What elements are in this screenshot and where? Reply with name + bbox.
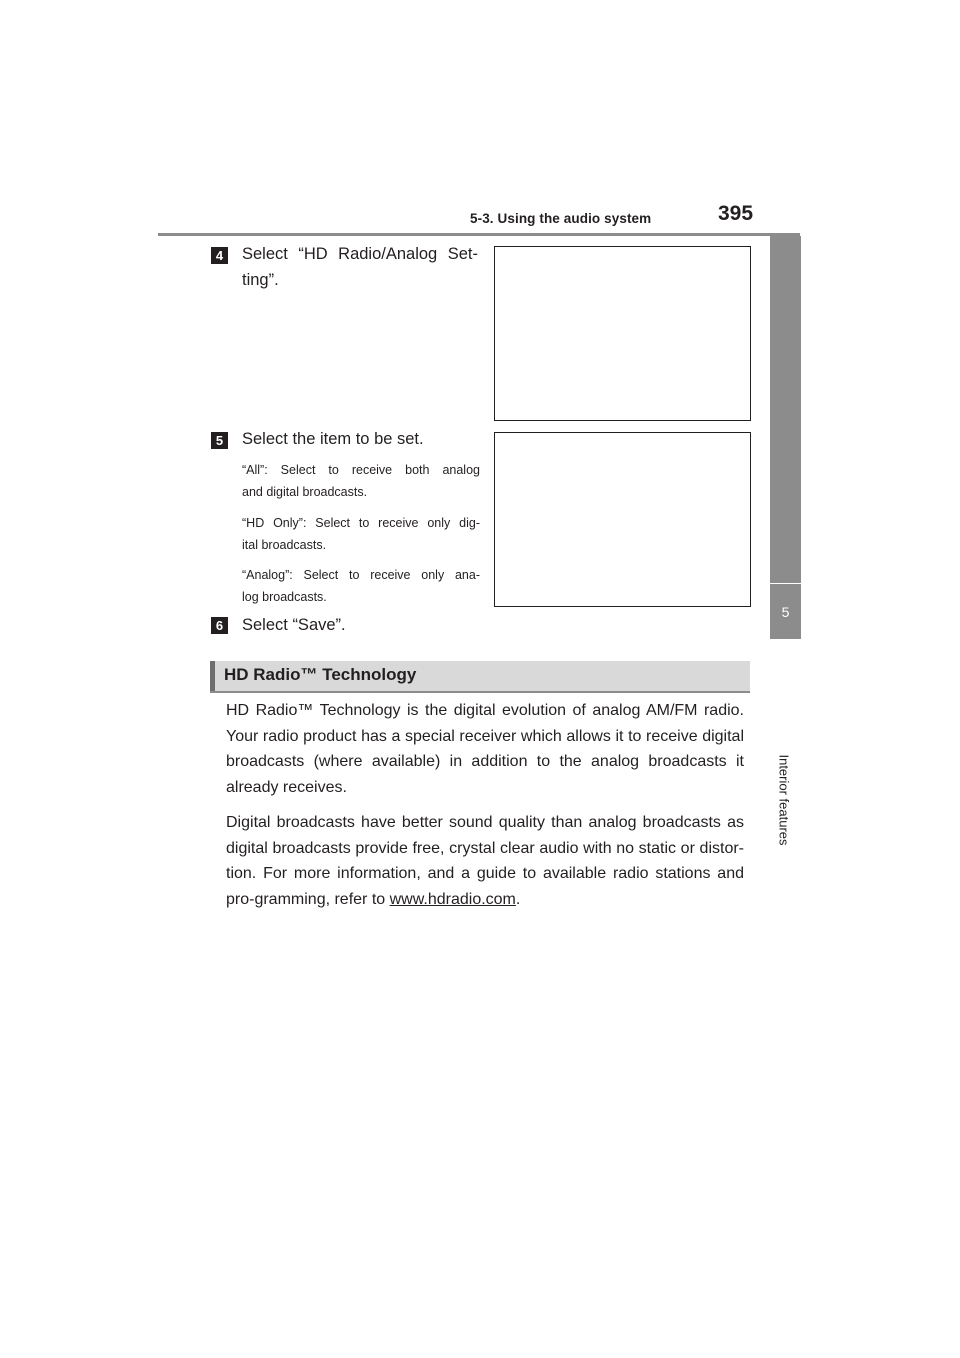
step-number-4: 4 xyxy=(211,247,228,264)
paragraph-2-end: . xyxy=(515,890,521,908)
screen-image-hd-radio-analog-setting xyxy=(494,246,751,421)
header-rule xyxy=(158,233,800,236)
step-4-line-1: Select “HD Radio/Analog Set- xyxy=(242,245,478,263)
section-body xyxy=(226,698,744,922)
chapter-title-container xyxy=(764,740,804,860)
chapter-tab xyxy=(770,584,801,639)
option-all-line-2: and digital broadcasts. xyxy=(242,485,368,499)
chapter-title: Interior features xyxy=(776,754,792,846)
section-heading-rule xyxy=(210,691,750,693)
section-heading-bar xyxy=(210,661,750,691)
option-hd-only xyxy=(242,512,480,556)
step-5-text: Select the item to be set. xyxy=(242,430,424,448)
option-hd-only-line-1: “HD Only”: Select to receive only dig- xyxy=(242,516,480,530)
section-title: HD Radio™ Technology xyxy=(224,665,417,684)
section-header: 5-3. Using the audio system xyxy=(470,211,652,226)
hdradio-link[interactable]: www.hdradio.com xyxy=(389,890,516,908)
chapter-number: 5 xyxy=(781,603,790,620)
option-analog-line-1: “Analog”: Select to receive only ana- xyxy=(242,568,480,582)
paragraph-1: HD Radio™ Technology is the digital evolution of analog AM/FM radio. Your radio product has a special receiver which allows it to receive digital broadcasts (where available) in addition to the analog broadcasts it already receives. xyxy=(226,702,744,796)
step-number-5: 5 xyxy=(211,432,228,449)
step-6-text: Select “Save”. xyxy=(242,616,346,634)
option-analog xyxy=(242,564,480,608)
step-number-6: 6 xyxy=(211,617,228,634)
section-heading-accent xyxy=(210,661,215,691)
option-all xyxy=(242,459,480,503)
paragraph-2-text: Digital broadcasts have better sound quality than analog broadcasts as digital broadcasts provide free, crystal clear audio with no static or distor-tion. For more information, and a guide to available radio stations and pro-gramming, refer to xyxy=(226,814,744,908)
step-4-line-2: ting”. xyxy=(242,271,279,289)
page-number: 395 xyxy=(718,202,754,225)
step-4-text xyxy=(242,241,478,293)
screen-image-item-select xyxy=(494,432,751,607)
chapter-tab-line xyxy=(770,236,801,583)
option-all-line-1: “All”: Select to receive both analog xyxy=(242,463,480,477)
option-analog-line-2: log broadcasts. xyxy=(242,590,327,604)
paragraph-2 xyxy=(226,810,744,912)
option-hd-only-line-2: ital broadcasts. xyxy=(242,538,327,552)
